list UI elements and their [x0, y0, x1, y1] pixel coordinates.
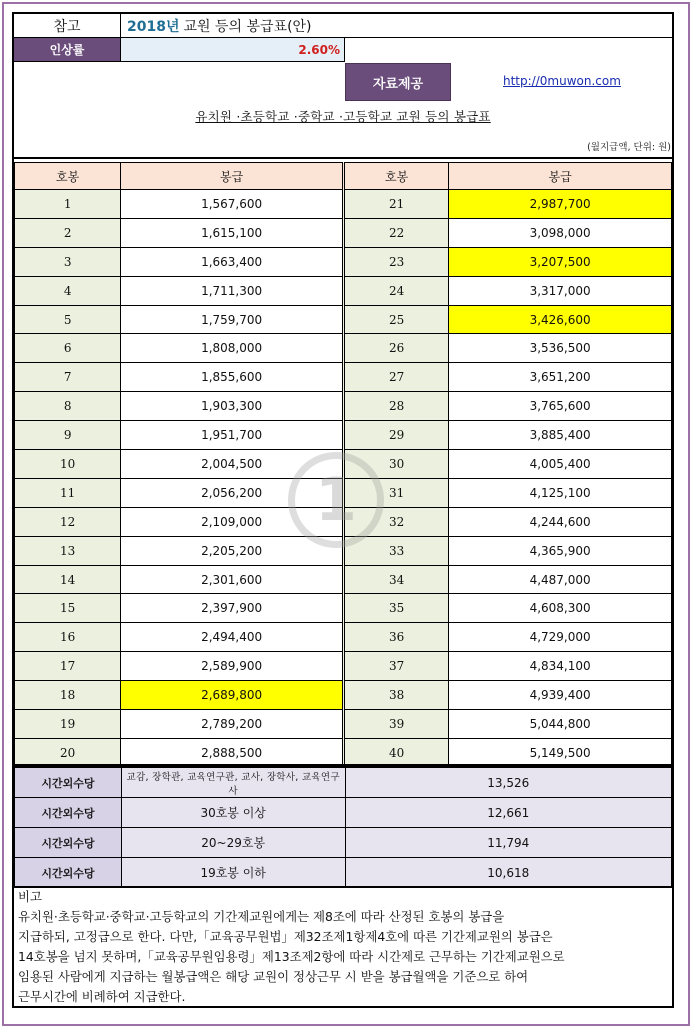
- pay-cell-left: 2,689,800: [121, 681, 344, 710]
- grade-cell-right: 33: [343, 536, 448, 565]
- grade-cell-right: 23: [343, 247, 448, 276]
- grade-cell-right: 37: [343, 652, 448, 681]
- allowance-label: 시간외수당: [15, 798, 122, 828]
- allowance-amount: 11,794: [345, 828, 672, 858]
- notes-line: 임용된 사람에게 지급하는 월봉급액은 해당 교원이 정상근무 시 받을 봉급월액을 기준으로 하여: [18, 969, 529, 984]
- raise-row-spacer: [345, 38, 672, 62]
- grade-cell-right: 29: [343, 421, 448, 450]
- pay-cell-left: 2,004,500: [121, 450, 344, 479]
- allowance-desc: 20~29호봉: [121, 828, 345, 858]
- pay-cell-right: 3,765,600: [449, 392, 672, 421]
- allowance-desc: 30호봉 이상: [121, 798, 345, 828]
- pay-cell-left: 2,589,900: [121, 652, 344, 681]
- grade-cell-right: 32: [343, 507, 448, 536]
- table-row: [15, 305, 672, 334]
- pay-cell-right: 4,244,600: [449, 507, 672, 536]
- pay-cell-left: 1,711,300: [121, 276, 344, 305]
- info-provider-button[interactable]: 자료제공: [345, 63, 451, 101]
- title-year: 2018년: [127, 18, 180, 35]
- table-row: [15, 710, 672, 739]
- table-row: [15, 363, 672, 392]
- grade-cell-right: 26: [343, 334, 448, 363]
- allowance-amount: 10,618: [345, 858, 672, 888]
- table-row: [15, 218, 672, 247]
- grade-cell-right: 31: [343, 478, 448, 507]
- grade-cell-right: 39: [343, 710, 448, 739]
- table-row: [15, 247, 672, 276]
- unit-note: (월지급액, 단위: 원): [587, 142, 671, 153]
- header-divider: [14, 157, 672, 159]
- pay-cell-right: 2,987,700: [449, 190, 672, 219]
- col-header-ho-left: 호봉: [15, 163, 121, 190]
- pay-cell-left: 1,759,700: [121, 305, 344, 334]
- pay-cell-right: 3,098,000: [449, 218, 672, 247]
- pay-cell-left: 2,056,200: [121, 478, 344, 507]
- grade-cell-right: 36: [343, 623, 448, 652]
- allowance-row: [15, 798, 672, 828]
- pay-cell-right: 3,536,500: [449, 334, 672, 363]
- table-row: [15, 565, 672, 594]
- pay-cell-left: 1,567,600: [121, 190, 344, 219]
- table-row: [15, 190, 672, 219]
- grade-cell-left: 17: [15, 652, 121, 681]
- notes-line: 유치원·초등학교·중학교·고등학교의 기간제교원에게는 제8조에 따라 산정된 호봉의 봉급을: [18, 909, 505, 924]
- allowance-row: [15, 828, 672, 858]
- table-row: [15, 507, 672, 536]
- grade-cell-left: 5: [15, 305, 121, 334]
- grade-cell-right: 34: [343, 565, 448, 594]
- grade-cell-left: 9: [15, 421, 121, 450]
- table-row: [15, 681, 672, 710]
- table-row: [15, 392, 672, 421]
- pay-cell-left: 1,855,600: [121, 363, 344, 392]
- raise-label: 인상률: [14, 38, 121, 62]
- grade-cell-left: 4: [15, 276, 121, 305]
- pay-cell-left: 1,808,000: [121, 334, 344, 363]
- grade-cell-left: 14: [15, 565, 121, 594]
- pay-cell-left: 2,301,600: [121, 565, 344, 594]
- allowance-label: 시간외수당: [15, 828, 122, 858]
- title-text: 교원 등의 봉급표(안): [183, 18, 312, 35]
- pay-cell-left: 2,109,000: [121, 507, 344, 536]
- allowance-amount: 12,661: [345, 798, 672, 828]
- pay-cell-right: 3,207,500: [449, 247, 672, 276]
- allowance-amount: 13,526: [345, 768, 672, 798]
- site-link[interactable]: http://0muwon.com: [503, 74, 621, 88]
- grade-cell-left: 2: [15, 218, 121, 247]
- pay-cell-left: 2,789,200: [121, 710, 344, 739]
- allowance-table: [14, 767, 672, 888]
- allowance-desc: 교감, 장학관, 교육연구관, 교사, 장학사, 교육연구사: [121, 768, 345, 798]
- salary-table: [14, 162, 672, 768]
- table-row: [15, 334, 672, 363]
- pay-cell-right: 5,044,800: [449, 710, 672, 739]
- grade-cell-left: 16: [15, 623, 121, 652]
- pay-cell-left: 2,494,400: [121, 623, 344, 652]
- allowance-row: [15, 768, 672, 798]
- grade-cell-left: 8: [15, 392, 121, 421]
- notes-line: 근무시간에 비례하여 지급한다.: [18, 989, 186, 1004]
- table-row: [15, 594, 672, 623]
- grade-cell-left: 20: [15, 738, 121, 767]
- pay-cell-right: 4,939,400: [449, 681, 672, 710]
- table-row: [15, 652, 672, 681]
- notes-section: [14, 886, 672, 1006]
- pay-cell-right: 3,651,200: [449, 363, 672, 392]
- table-row: [15, 738, 672, 767]
- pay-cell-right: 4,608,300: [449, 594, 672, 623]
- col-header-pay-left: 봉급: [121, 163, 344, 190]
- grade-cell-right: 21: [343, 190, 448, 219]
- allowance-desc: 19호봉 이하: [121, 858, 345, 888]
- table-row: [15, 276, 672, 305]
- table-row: [15, 623, 672, 652]
- grade-cell-right: 40: [343, 738, 448, 767]
- pay-cell-right: 4,729,000: [449, 623, 672, 652]
- table-row: [15, 421, 672, 450]
- grade-cell-right: 27: [343, 363, 448, 392]
- grade-cell-left: 3: [15, 247, 121, 276]
- allowance-label: 시간외수당: [15, 858, 122, 888]
- col-header-pay-right: 봉급: [449, 163, 672, 190]
- grade-cell-right: 35: [343, 594, 448, 623]
- grade-cell-right: 30: [343, 450, 448, 479]
- ref-label: 참고: [14, 14, 121, 38]
- grade-cell-right: 38: [343, 681, 448, 710]
- grade-cell-left: 13: [15, 536, 121, 565]
- grade-cell-left: 11: [15, 478, 121, 507]
- pay-cell-right: 3,426,600: [449, 305, 672, 334]
- pay-cell-right: 4,834,100: [449, 652, 672, 681]
- grade-cell-left: 19: [15, 710, 121, 739]
- table-row: [15, 478, 672, 507]
- raise-value: 2.60%: [121, 38, 345, 62]
- pay-cell-left: 2,397,900: [121, 594, 344, 623]
- grade-cell-right: 25: [343, 305, 448, 334]
- grade-cell-left: 1: [15, 190, 121, 219]
- pay-cell-right: 3,317,000: [449, 276, 672, 305]
- grade-cell-left: 12: [15, 507, 121, 536]
- table-row: [15, 450, 672, 479]
- allowance-row: [15, 858, 672, 888]
- notes-heading: 비고: [18, 889, 42, 904]
- document-title: 유치원 ·초등학교 ·중학교 ·고등학교 교원 등의 봉급표: [195, 109, 491, 124]
- grade-cell-right: 22: [343, 218, 448, 247]
- grade-cell-right: 24: [343, 276, 448, 305]
- watermark-number: 1: [315, 465, 357, 535]
- pay-cell-right: 4,005,400: [449, 450, 672, 479]
- grade-cell-left: 7: [15, 363, 121, 392]
- table-row: [15, 536, 672, 565]
- grade-cell-left: 6: [15, 334, 121, 363]
- col-header-ho-right: 호봉: [343, 163, 448, 190]
- pay-cell-left: 1,903,300: [121, 392, 344, 421]
- pay-cell-left: 1,663,400: [121, 247, 344, 276]
- pay-cell-right: 4,125,100: [449, 478, 672, 507]
- pay-cell-right: 5,149,500: [449, 738, 672, 767]
- pay-cell-left: 2,888,500: [121, 738, 344, 767]
- grade-cell-right: 28: [343, 392, 448, 421]
- raise-row: [14, 38, 672, 62]
- title-row: [14, 14, 672, 38]
- notes-line: 지급하되, 고정급으로 한다. 다만,「교육공무원법」제32조제1항제4호에 따른 기간제교원의 봉급은: [18, 929, 553, 944]
- pay-cell-left: 2,205,200: [121, 536, 344, 565]
- pay-cell-left: 1,951,700: [121, 421, 344, 450]
- notes-line: 14호봉을 넘지 못하며,「교육공무원임용령」제13조제2항에 따라 시간제로 근무하는 기간제교원으로: [18, 949, 565, 964]
- allowance-label: 시간외수당: [15, 768, 122, 798]
- pay-cell-right: 3,885,400: [449, 421, 672, 450]
- table-header-row: [15, 163, 672, 190]
- pay-cell-right: 4,487,000: [449, 565, 672, 594]
- pay-cell-right: 4,365,900: [449, 536, 672, 565]
- pay-cell-left: 1,615,100: [121, 218, 344, 247]
- grade-cell-left: 18: [15, 681, 121, 710]
- grade-cell-left: 10: [15, 450, 121, 479]
- grade-cell-left: 15: [15, 594, 121, 623]
- page-title: [121, 14, 672, 38]
